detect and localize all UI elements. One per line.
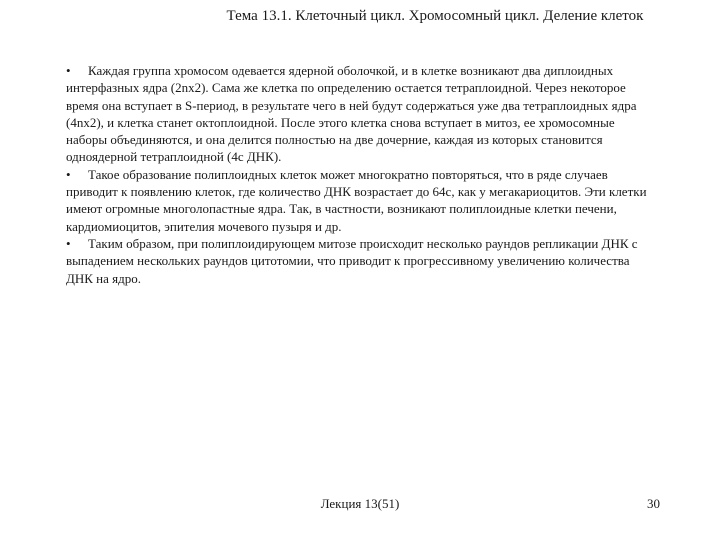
bullet-icon: • <box>66 166 71 182</box>
bullet-icon: • <box>66 235 71 251</box>
paragraph-text-1: Каждая группа хромосом одевается ядерной оболочкой, и в клетке возникают два диплоидных интерфазных ядра (2nх2). Сама же клетка по определению остается тетраплоидной. Через некоторое время она вступает в S-период, в результате чего в ней будут содержаться уже два тетраплоидных ядра (4nх2), и клетка станет октоплоидной. После этого клетка снова вступает в митоз, ее хромосомные наборы объединяются, и она делится полностью на две дочерние, каждая из которых становится одноядерной тетраплоидной (4c ДНК). <box>66 63 637 165</box>
bullet-paragraph-2 <box>66 166 648 235</box>
slide-body <box>66 62 648 287</box>
bullet-icon: • <box>66 63 71 78</box>
footer-lecture-label: Лекция 13(51) <box>320 496 400 511</box>
paragraph-text-2: Такое образование полиплоидных клеток может многократно повторяться, что в ряде случаев приводит к появлению клеток, где количество ДНК возрастает до 64c, как у мегакариоцитов. Эти клетки имеют огромные многолопастные ядра. Так, в частности, возникают полиплоидные клетки печени, кардиомиоцитов, эпителия мочевого пузыря и др. <box>66 166 647 234</box>
slide-title: Тема 13.1. Клеточный цикл. Хромосомный цикл. Деление клеток <box>226 8 644 24</box>
bullet-paragraph-1 <box>66 62 648 166</box>
bullet-paragraph-3 <box>66 235 648 287</box>
paragraph-text-3: Таким образом, при полиплоидирующем митозе происходит несколько раундов репликации ДНК с выпадением нескольких раундов цитотомии, что приводит к прогрессивному увеличению количества ДНК на ядро. <box>66 235 638 286</box>
footer-page-number: 30 <box>647 496 660 511</box>
